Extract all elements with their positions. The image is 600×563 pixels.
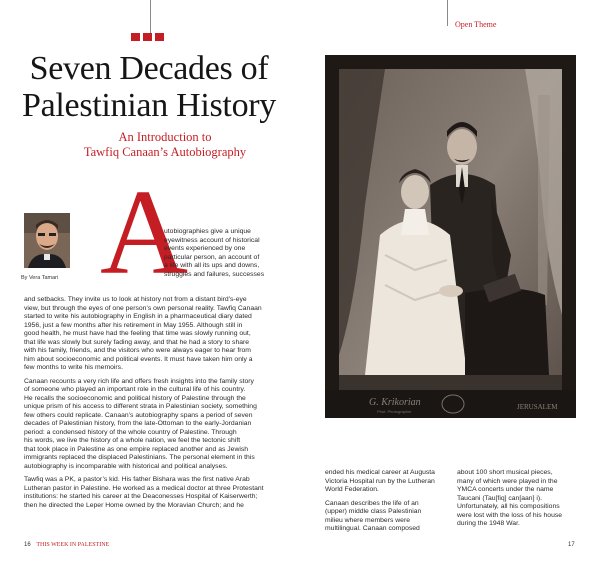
- text-line: with his family, friends, and the visitors who were always eager to hear from: [24, 347, 251, 354]
- subtitle-line-1: An Introduction to: [118, 130, 212, 144]
- text-line: were lost with the loss of his house: [457, 511, 563, 519]
- text-line: 1956, just a few months after his retirement in May 1955. Although still in: [24, 321, 243, 329]
- text-line: Taucani (Tau[fiq] can[aan] i).: [457, 494, 543, 502]
- text-line: Lutheran pastor in Palestine. He worked as a medical doctor at three Protestant: [24, 484, 264, 492]
- text-line: Canaan recounts a very rich life and offers fresh insights into the family story: [24, 377, 254, 385]
- historic-couple-photo: [325, 55, 576, 418]
- red-square-1: [131, 33, 140, 41]
- text-line: multilingual. Canaan composed: [325, 525, 420, 532]
- text-line: period: a condensed history of the whole country of Palestine. Through: [24, 428, 237, 436]
- narrow-line: struggles and failures, successes: [164, 270, 265, 278]
- text-line: few months to write his memoirs.: [24, 364, 123, 371]
- text-line: decades of Palestinian history, from the late-Ottoman to the early-Jordanian: [24, 420, 252, 427]
- text-line: immigrants replaced the displaced Palestinians. The personal element in this: [24, 454, 255, 461]
- narrow-line: particular person, an account of: [164, 253, 260, 261]
- narrow-line: events experienced by one: [164, 245, 246, 252]
- text-line: autobiography is incomparable with historical and political analyses.: [24, 462, 228, 470]
- drop-cap: A: [100, 165, 189, 300]
- text-line: his words, we live the history of a whole nation, we feel the tectonic shift: [24, 437, 241, 444]
- title-line-1: Seven Decades of: [29, 50, 269, 87]
- article-title: [16, 50, 282, 124]
- text-line: Victoria Hospital run by the Lutheran: [325, 477, 435, 485]
- main-column: [24, 296, 290, 510]
- colb-paragraph-1: [325, 469, 450, 495]
- text-line: view, but through the eyes of one person’s own personal reality. Tawfiq Canaan: [24, 304, 262, 312]
- intro-narrow-column: [164, 228, 288, 279]
- red-square-2: [143, 33, 152, 41]
- magazine-name: THIS WEEK IN PALESTINE: [36, 542, 110, 548]
- text-line: ended his medical career at Augusta: [325, 469, 435, 476]
- text-line: Tawfiq was a PK, a pastor’s kid. His father Bishara was the first native Arab: [24, 476, 250, 483]
- text-line: and setbacks. They invite us to look at history not from a distant bird’s-eye: [24, 296, 247, 303]
- article-subtitle: [66, 130, 264, 160]
- text-line: (upper) middle class Palestinian: [325, 508, 422, 515]
- byline: By Vera Tamari: [21, 275, 59, 281]
- text-line: Unfortunately, all his compositions: [457, 503, 560, 510]
- paragraph-1: [24, 296, 290, 373]
- narrow-line: utobiographies give a unique: [164, 228, 251, 235]
- studio-sub: Phot. Photographer: [377, 409, 412, 414]
- text-line: then he directed the Leper Home owned by the Moravian Church; and he: [24, 501, 244, 509]
- text-line: YMCA concerts under the name: [457, 486, 554, 493]
- text-line: Canaan describes the life of an: [325, 499, 419, 507]
- text-line: milieu where members were: [325, 516, 410, 524]
- text-line: unique prism of his access to different strata in Palestinian society, something: [24, 403, 257, 410]
- text-line: few others could replicate. Canaan’s autobiography spans a period of seven: [24, 411, 253, 419]
- text-line: of someone who played an important role in the cultural life of his country.: [24, 386, 246, 393]
- section-label: Open Theme: [455, 20, 497, 29]
- text-line: that took place in Palestine as one empire replaced another and as Jewish: [24, 445, 249, 453]
- text-line: He recalls the socioeconomic and political history of Palestine through the: [24, 394, 246, 402]
- city-mark: JERUSALEM: [517, 403, 558, 411]
- text-line: him about socioeconomic and political events. It must have taken him only a: [24, 355, 253, 363]
- narrow-line: eyewitness account of historical: [164, 236, 260, 244]
- title-line-2: Palestinian History: [22, 87, 276, 124]
- right-page-number: 17: [568, 542, 575, 548]
- text-line: many of which were played in the: [457, 477, 558, 485]
- paragraph-3: [24, 476, 290, 510]
- left-page-number: 16: [24, 542, 31, 548]
- top-right-rule: [447, 0, 448, 26]
- text-line: that life was slowly but surely fading away, and that he had a story to share: [24, 338, 250, 346]
- red-square-3: [155, 33, 164, 41]
- author-photo: [24, 213, 70, 268]
- text-line: World Federation.: [325, 486, 379, 493]
- text-line: during the 1948 War.: [457, 520, 520, 527]
- top-left-rule: [150, 0, 151, 34]
- text-line: about 100 short musical pieces,: [457, 469, 553, 476]
- text-line: good health, he must have had the feeling that time was slowly running out,: [24, 330, 251, 337]
- column-b: [325, 469, 450, 534]
- column-c: [457, 469, 583, 529]
- paragraph-2: [24, 378, 290, 472]
- text-line: started to write his autobiography in English in a pharmaceutical diary dated: [24, 313, 252, 320]
- subtitle-line-2: Tawfiq Canaan’s Autobiography: [83, 145, 247, 159]
- narrow-line: a life with all its ups and downs,: [164, 262, 260, 269]
- colb-paragraph-2: [325, 500, 450, 534]
- studio-mark: G. Krikorian: [369, 397, 421, 408]
- text-line: institutions: he started his career at the Deaconesses Hospital of Kaiserwerth;: [24, 493, 258, 500]
- decorative-squares: [131, 33, 164, 41]
- footer-left: [24, 542, 109, 548]
